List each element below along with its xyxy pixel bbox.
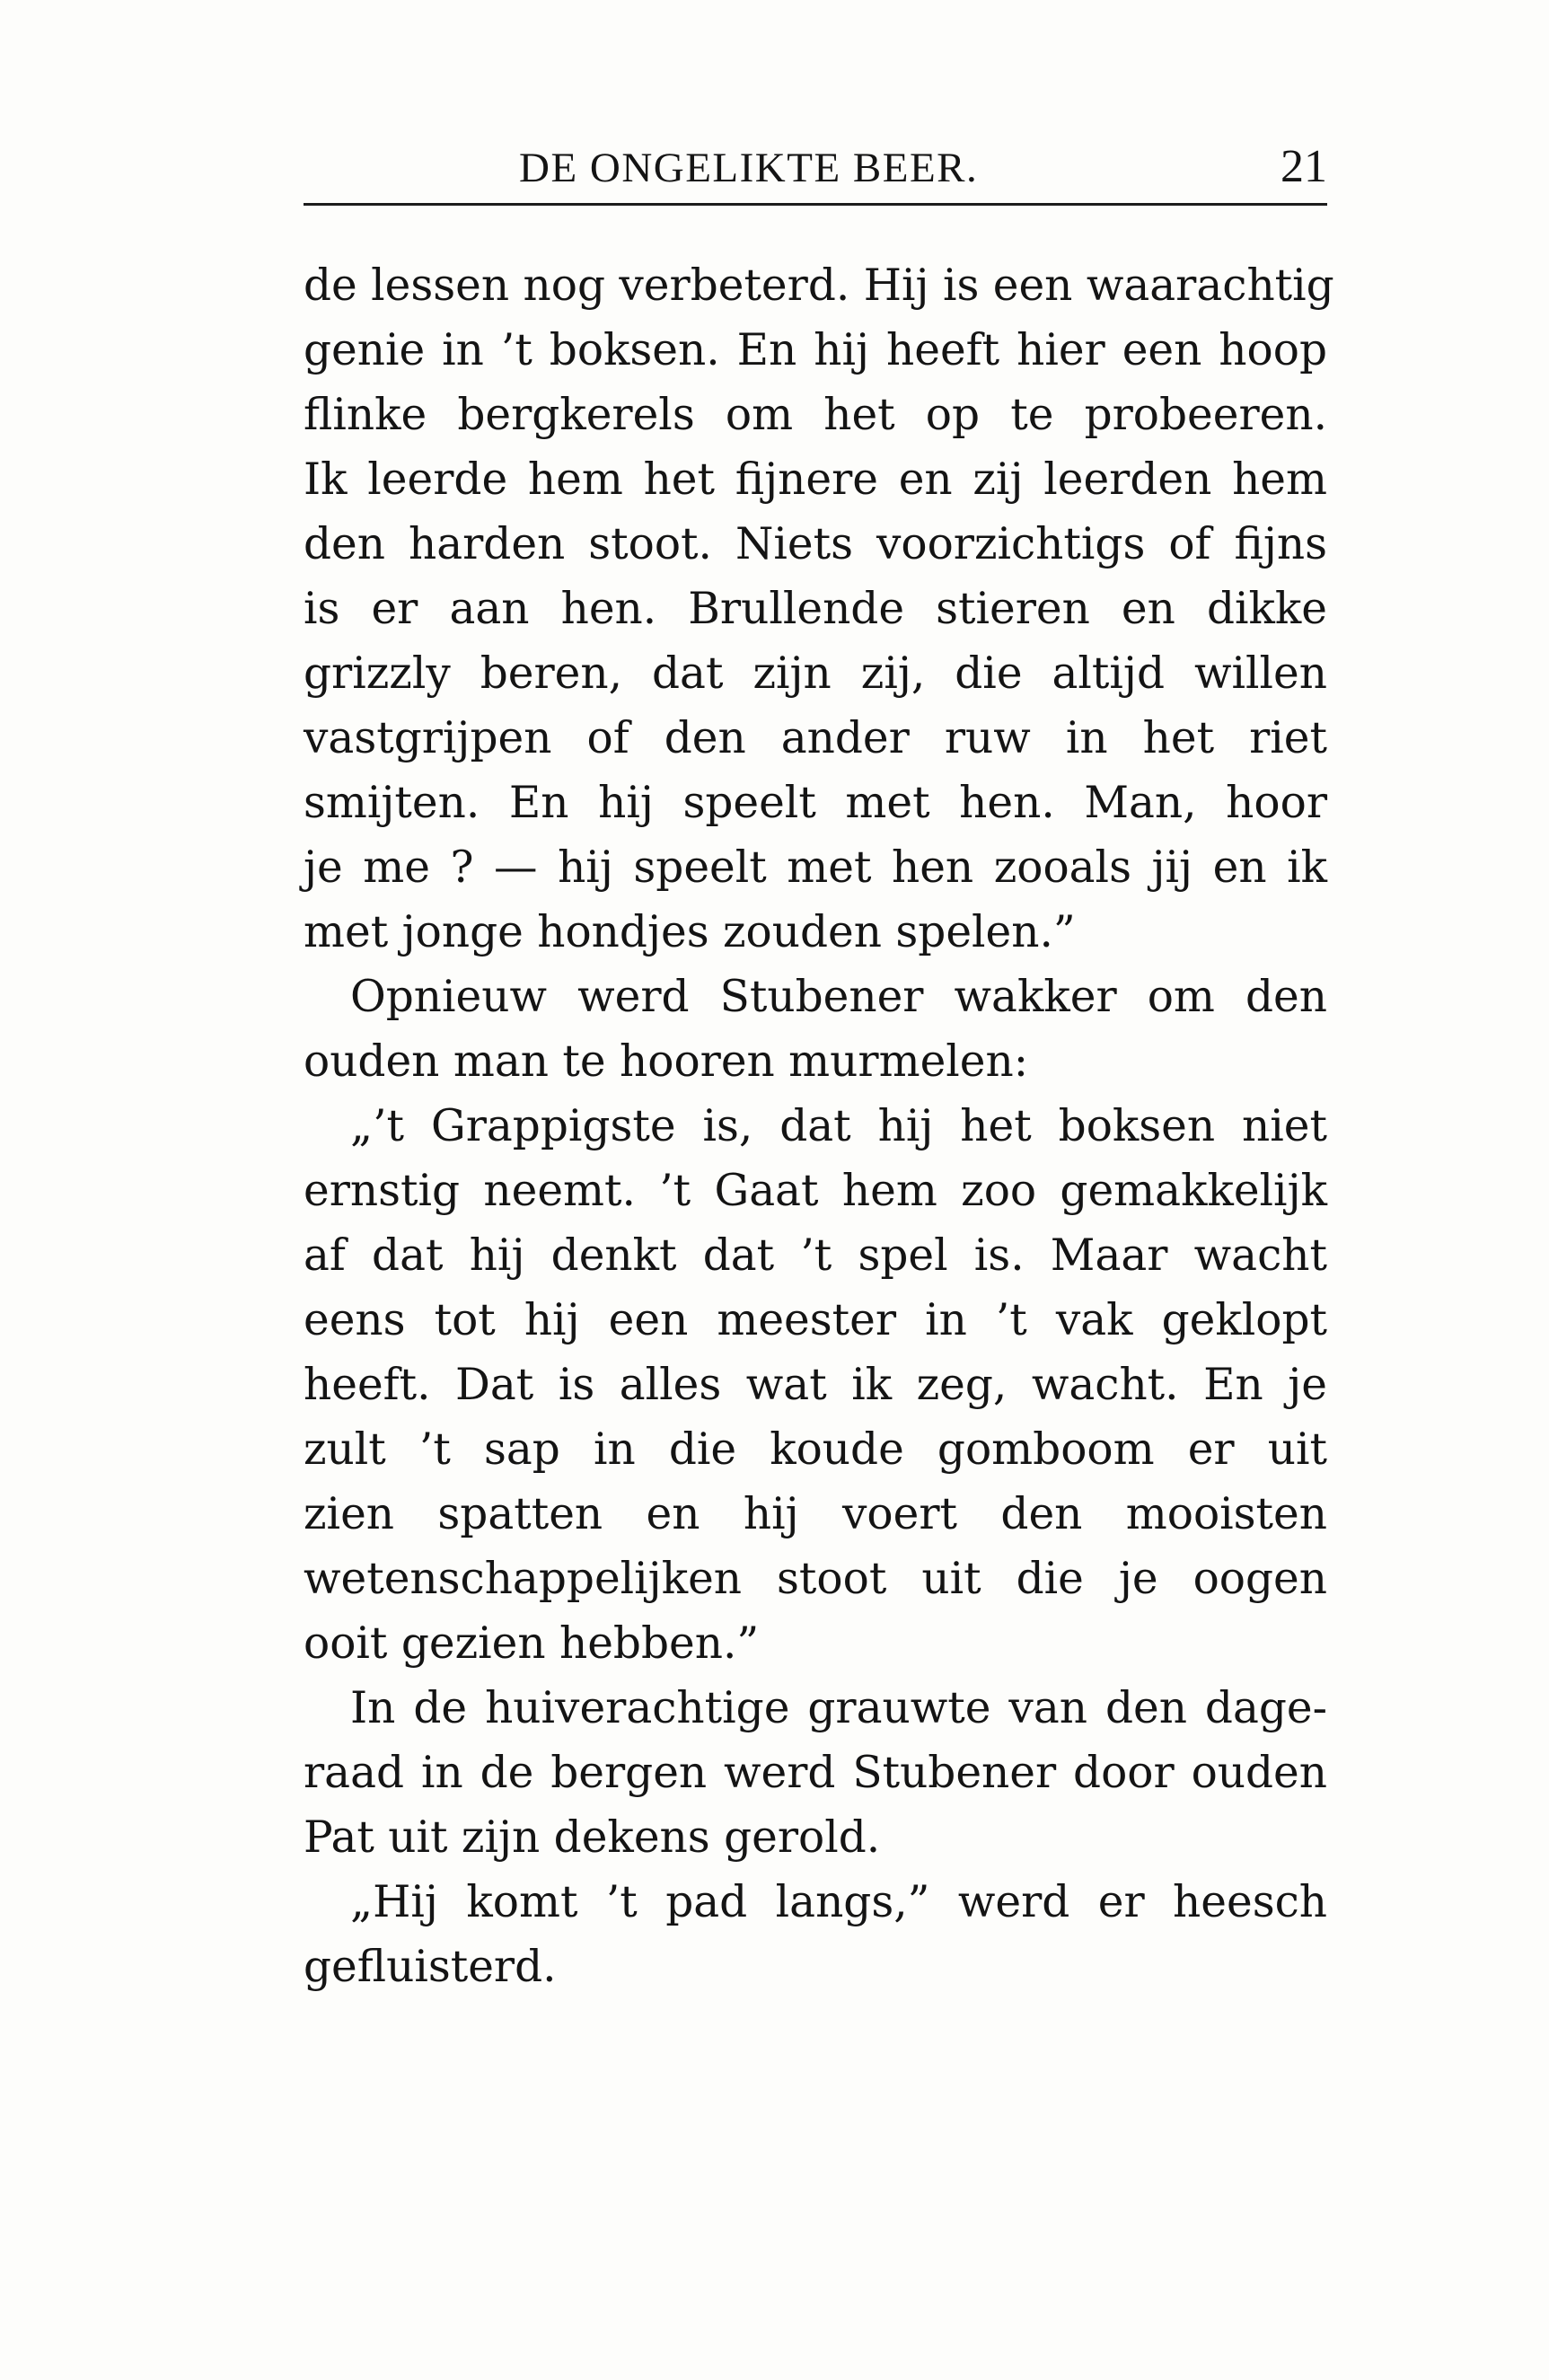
text-line: genie in ’t boksen. En hij heeft hier een hoop — [304, 325, 1327, 375]
paragraph-first-line: In de huiverachtige grauwte van den dage- — [350, 1683, 1327, 1733]
page-number: 21 — [1281, 141, 1327, 192]
running-head — [304, 135, 1327, 207]
text-line: raad in de bergen werd Stubener door ouden — [304, 1748, 1327, 1798]
running-title: DE ONGELIKTE BEER. — [519, 145, 979, 191]
header-rule — [304, 203, 1327, 206]
text-line: zult ’t sap in die koude gomboom er uit — [304, 1424, 1327, 1475]
text-line: flinke bergkerels om het op te probeeren. — [304, 390, 1327, 440]
text-line: wetenschappelijken stoot uit die je oogen — [304, 1554, 1327, 1604]
body-text — [304, 253, 1334, 1999]
text-line: vastgrijpen of den ander ruw in het riet — [304, 713, 1327, 763]
paragraph-last-line: gefluisterd. — [304, 1942, 557, 1992]
paragraph-first-line: „’t Grappigste is, dat hij het boksen niet — [350, 1101, 1327, 1151]
text-line: den harden stoot. Niets voorzichtigs of fijns — [304, 519, 1327, 569]
paragraph-first-line: „Hij komt ’t pad langs,” werd er heesch — [350, 1877, 1327, 1927]
text-line: smijten. En hij speelt met hen. Man, hoor — [304, 778, 1327, 828]
paragraph-last-line: Pat uit zijn dekens gerold. — [304, 1812, 881, 1863]
paragraph-last-line: ouden man te hooren murmelen: — [304, 1036, 1029, 1087]
text-line: Ik leerde hem het fijnere en zij leerden hem — [304, 454, 1327, 505]
text-line: af dat hij denkt dat ’t spel is. Maar wacht — [304, 1230, 1327, 1281]
text-line: je me ? — hij speelt met hen zooals jij en ik — [304, 842, 1327, 893]
text-line: is er aan hen. Brullende stieren en dikke — [304, 584, 1327, 634]
text-line: heeft. Dat is alles wat ik zeg, wacht. En je — [304, 1360, 1327, 1410]
paragraph-last-line: ooit gezien hebben.” — [304, 1618, 760, 1669]
text-line: zien spatten en hij voert den mooisten — [304, 1489, 1327, 1539]
text-line: ernstig neemt. ’t Gaat hem zoo gemakkelijk — [304, 1166, 1327, 1216]
paragraph-first-line: Opnieuw werd Stubener wakker om den — [350, 972, 1327, 1022]
text-line: eens tot hij een meester in ’t vak geklopt — [304, 1295, 1327, 1345]
text-line: de lessen nog verbeterd. Hij is een waarachtig — [304, 260, 1334, 311]
paragraph-last-line: met jonge hondjes zouden spelen.” — [304, 907, 1076, 957]
text-line: grizzly beren, dat zijn zij, die altijd willen — [304, 648, 1327, 699]
